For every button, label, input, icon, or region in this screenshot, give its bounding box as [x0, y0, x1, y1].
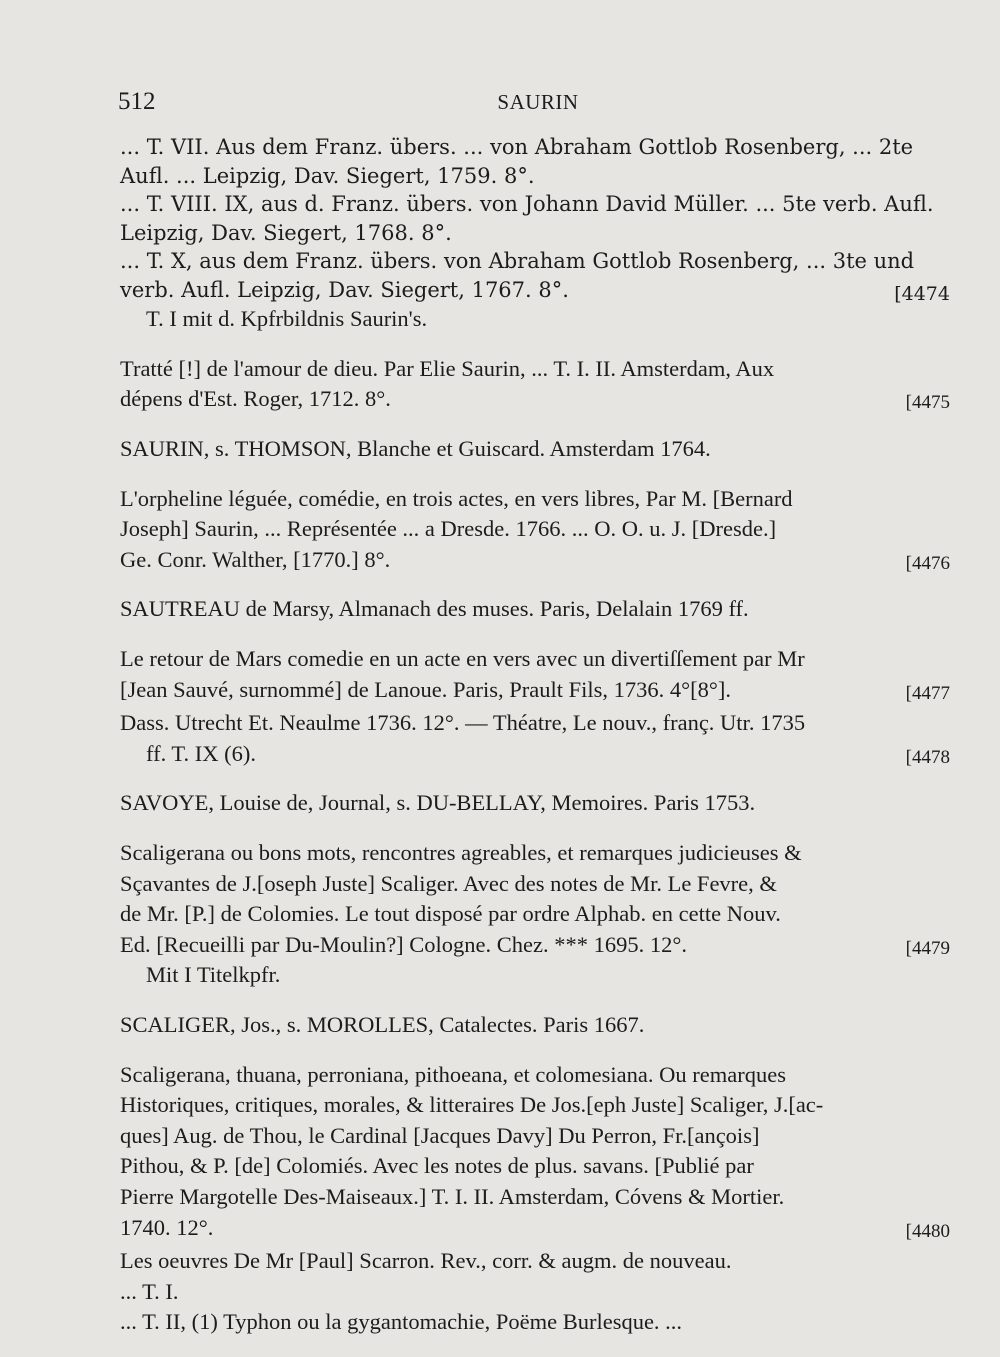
entry-line: Dass. Utrecht Et. Neaulme 1736. 12°. — Théatre, Le nouv., franç. Utr. 1735 [120, 710, 806, 736]
page-number: 512 [118, 88, 156, 115]
catalogue-entry [120, 484, 950, 576]
entry-line: dépens d'Est. Roger, 1712. 8°. [4475 [120, 384, 950, 415]
entry-line: Mit I Titelkpfr. [146, 962, 281, 988]
catalogue-number: [4474 [894, 282, 950, 305]
catalogue-number: [4477 [905, 682, 950, 704]
entry-line: de Mr. [P.] de Colomies. Le tout disposé par ordre Alphab. en cette Nouv. [120, 901, 781, 927]
entry-line: SAVOYE, Louise de, Journal, s. DU-BELLAY, Memoires. Paris 1753. [120, 790, 756, 816]
entry-line: ques] Aug. de Thou, le Cardinal [Jacques Davy] Du Perron, Fr.[ançois] [120, 1122, 760, 1148]
entry-line: Scaligerana, thuana, perroniana, pithoeana, et colomesiana. Ou remarques [120, 1061, 786, 1087]
running-title: SAURIN [497, 90, 579, 114]
catalogue-entry [120, 1010, 950, 1041]
entry-line: L'orpheline léguée, comédie, en trois actes, en vers libres, Par M. [Bernard [120, 485, 793, 511]
catalogue-number: [4475 [905, 392, 950, 414]
entry-line: Pithou, & P. [de] Colomiés. Avec les notes de plus. savans. [Publié par [120, 1153, 754, 1179]
entry-line: Pierre Margotelle Des-Maiseaux.] T. I. II. Amsterdam, Cóvens & Mortier. [120, 1183, 785, 1209]
entry-line: ... T. I. [120, 1278, 179, 1304]
entry-line: Tratté [!] de l'amour de dieu. Par Elie Saurin, ... T. I. II. Amsterdam, Aux [120, 355, 775, 381]
entry-line: ... T. II, (1) Typhon ou la gygantomachie, Poëme Burlesque. ... [120, 1309, 683, 1335]
entry-line: 1740. 12°. [4480 [120, 1213, 950, 1244]
catalogue-entry [120, 788, 950, 819]
entry-line: Ge. Conr. Walther, [1770.] 8°. [4476 [120, 545, 950, 576]
entry-line: Le retour de Mars comedie en un acte en vers avec un divertiſſement par Mr [120, 646, 805, 672]
catalogue-number: [4480 [905, 1220, 950, 1242]
entry-line: T. I mit d. Kpfrbildnis Saurin's. [146, 306, 428, 332]
catalogue-entry [120, 708, 950, 769]
catalogue-entry [120, 1246, 950, 1338]
entry-line: Ed. [Recueilli par Du-Moulin?] Cologne. Chez. *** 1695. 12°. [4479 [120, 930, 950, 961]
entry-line: Aufl. ... Leipzig, Dav. Siegert, 1759. 8°. [120, 163, 535, 188]
entry-line: ... T. X, aus dem Franz. übers. von Abraham Gottlob Rosenberg, ... 3te und [120, 249, 915, 274]
catalogue-entry [120, 434, 950, 465]
catalogue-number: [4479 [905, 937, 950, 959]
catalogue-entry [120, 1060, 950, 1244]
entry-line: Les oeuvres De Mr [Paul] Scarron. Rev., corr. & augm. de nouveau. [120, 1248, 732, 1274]
entry-line: Historiques, critiques, morales, & litteraires De Jos.[eph Juste] Scaliger, J.[ac- [120, 1092, 824, 1118]
entry-line: SCALIGER, Jos., s. MOROLLES, Catalectes. Paris 1667. [120, 1011, 645, 1037]
entry-line: Joseph] Saurin, ... Représentée ... a Dresde. 1766. ... O. O. u. J. [Dresde.] [120, 516, 777, 542]
catalogue-number: [4476 [905, 552, 950, 574]
catalogue-entry [120, 644, 950, 705]
page-header [118, 88, 958, 118]
catalogue-number: [4478 [905, 746, 950, 768]
entry-line: ... T. VII. Aus dem Franz. übers. ... von Abraham Gottlob Rosenberg, ... 2te [120, 135, 914, 159]
catalogue-entry [120, 594, 950, 625]
catalogue-entries [120, 133, 950, 1357]
entry-line: SAURIN, s. THOMSON, Blanche et Guiscard. Amsterdam 1764. [120, 436, 711, 462]
entry-line: verb. Aufl. Leipzig, Dav. Siegert, 1767. 8°. [4474 [120, 276, 950, 305]
entry-line: [Jean Sauvé, surnommé] de Lanoue. Paris, Prault Fils, 1736. 4°[8°]. [4477 [120, 675, 950, 706]
catalogue-entry [120, 354, 950, 415]
entry-line: SAUTREAU de Marsy, Almanach des muses. Paris, Delalain 1769 ff. [120, 596, 749, 622]
entry-line: ff. T. IX (6). [4478 [120, 739, 950, 770]
entry-line: ... T. VIII. IX, aus d. Franz. übers. von Johann David Müller. ... 5te verb. Aufl. [120, 192, 934, 217]
entry-line: Scaligerana ou bons mots, rencontres agreables, et remarques judicieuses & [120, 840, 802, 865]
catalogue-entry [120, 838, 950, 991]
entry-line: Leipzig, Dav. Siegert, 1768. 8°. [120, 220, 452, 245]
catalogue-entry [120, 133, 950, 335]
entry-line: Sçavantes de J.[oseph Juste] Scaliger. Avec des notes de Mr. Le Fevre, & [120, 870, 777, 896]
